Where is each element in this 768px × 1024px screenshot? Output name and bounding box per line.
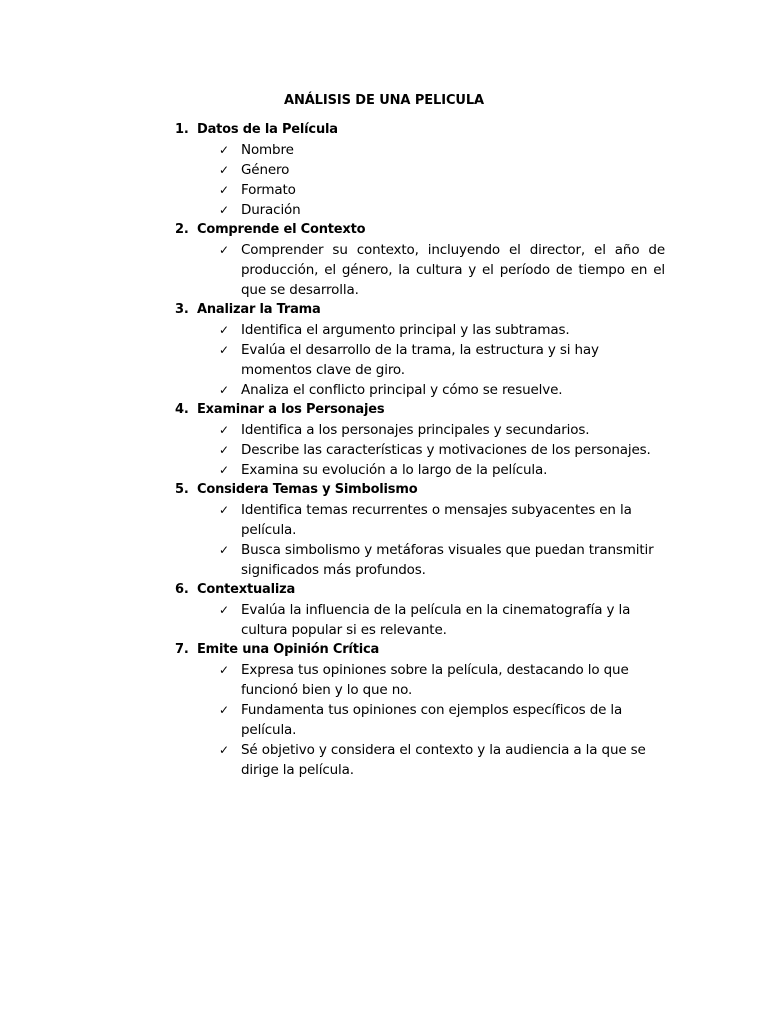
list-item-text: Identifica temas recurrentes o mensajes subyacentes en la película. bbox=[241, 502, 632, 538]
list-item-text: Nombre bbox=[241, 142, 294, 158]
checkmark-icon: ✓ bbox=[219, 163, 229, 177]
section-contexto bbox=[175, 220, 665, 300]
section-heading bbox=[175, 640, 665, 660]
list-item bbox=[175, 700, 665, 740]
list-item bbox=[175, 200, 665, 220]
checkmark-icon: ✓ bbox=[219, 703, 229, 717]
list-item bbox=[175, 420, 665, 440]
list-item bbox=[175, 540, 665, 580]
list-item-text: Formato bbox=[241, 182, 296, 198]
list-item-text: Duración bbox=[241, 202, 301, 218]
section-number: 5. bbox=[175, 482, 189, 497]
section-heading bbox=[175, 220, 665, 240]
list-item bbox=[175, 140, 665, 160]
section-title: Comprende el Contexto bbox=[197, 222, 366, 237]
checkmark-icon: ✓ bbox=[219, 203, 229, 217]
list-item-text: Identifica a los personajes principales y secundarios. bbox=[241, 422, 590, 438]
checkmark-icon: ✓ bbox=[219, 423, 229, 437]
checkmark-icon: ✓ bbox=[219, 343, 229, 357]
list-item-text: Sé objetivo y considera el contexto y la audiencia a la que se dirige la película. bbox=[241, 742, 646, 778]
list-item bbox=[175, 180, 665, 200]
checkmark-icon: ✓ bbox=[219, 503, 229, 517]
section-title: Examinar a los Personajes bbox=[197, 402, 385, 417]
document-body bbox=[175, 120, 665, 780]
section-trama bbox=[175, 300, 665, 400]
checkmark-icon: ✓ bbox=[219, 143, 229, 157]
section-contextualiza bbox=[175, 580, 665, 640]
section-heading bbox=[175, 580, 665, 600]
checkmark-icon: ✓ bbox=[219, 743, 229, 757]
section-number: 2. bbox=[175, 222, 189, 237]
list-item bbox=[175, 740, 665, 780]
section-number: 1. bbox=[175, 122, 189, 137]
list-item bbox=[175, 240, 665, 300]
section-title: Datos de la Película bbox=[197, 122, 338, 137]
list-item bbox=[175, 660, 665, 700]
section-title: Emite una Opinión Crítica bbox=[197, 642, 380, 657]
section-number: 3. bbox=[175, 302, 189, 317]
section-heading bbox=[175, 480, 665, 500]
list-item-text: Identifica el argumento principal y las subtramas. bbox=[241, 322, 570, 338]
list-item bbox=[175, 340, 665, 380]
section-heading bbox=[175, 400, 665, 420]
section-number: 6. bbox=[175, 582, 189, 597]
list-item bbox=[175, 160, 665, 180]
list-item bbox=[175, 380, 665, 400]
checkmark-icon: ✓ bbox=[219, 183, 229, 197]
list-item-text: Comprender su contexto, incluyendo el director, el año de producción, el género, la cultura y el período de tiempo en el que se desarrolla. bbox=[241, 242, 665, 298]
list-item-text: Busca simbolismo y metáforas visuales que puedan transmitir significados más profundos. bbox=[241, 542, 654, 578]
section-number: 4. bbox=[175, 402, 189, 417]
list-item-text: Describe las características y motivaciones de los personajes. bbox=[241, 442, 651, 458]
checkmark-icon: ✓ bbox=[219, 243, 229, 257]
list-item-text: Fundamenta tus opiniones con ejemplos específicos de la película. bbox=[241, 702, 623, 738]
section-number: 7. bbox=[175, 642, 189, 657]
section-title: Considera Temas y Simbolismo bbox=[197, 482, 418, 497]
section-title: Analizar la Trama bbox=[197, 302, 321, 317]
checkmark-icon: ✓ bbox=[219, 463, 229, 477]
section-opinion bbox=[175, 640, 665, 780]
section-heading bbox=[175, 300, 665, 320]
list-item-text: Género bbox=[241, 162, 290, 178]
list-item-text: Analiza el conflicto principal y cómo se resuelve. bbox=[241, 382, 563, 398]
list-item bbox=[175, 500, 665, 540]
list-item-text: Expresa tus opiniones sobre la película, destacando lo que funcionó bien y lo que no. bbox=[241, 662, 629, 698]
list-item bbox=[175, 440, 665, 460]
list-item-text: Evalúa la influencia de la película en la cinematografía y la cultura popular si es relevante. bbox=[241, 602, 631, 638]
checkmark-icon: ✓ bbox=[219, 543, 229, 557]
section-temas bbox=[175, 480, 665, 580]
section-datos bbox=[175, 120, 665, 220]
list-item bbox=[175, 460, 665, 480]
section-title: Contextualiza bbox=[197, 582, 296, 597]
list-item-text: Evalúa el desarrollo de la trama, la estructura y si hay momentos clave de giro. bbox=[241, 342, 599, 378]
checkmark-icon: ✓ bbox=[219, 383, 229, 397]
list-item bbox=[175, 600, 665, 640]
list-item bbox=[175, 320, 665, 340]
checkmark-icon: ✓ bbox=[219, 603, 229, 617]
section-heading bbox=[175, 120, 665, 140]
list-item-text: Examina su evolución a lo largo de la película. bbox=[241, 462, 548, 478]
checkmark-icon: ✓ bbox=[219, 323, 229, 337]
checkmark-icon: ✓ bbox=[219, 663, 229, 677]
document-title: ANÁLISIS DE UNA PELICULA bbox=[283, 93, 484, 108]
section-personajes bbox=[175, 400, 665, 480]
checkmark-icon: ✓ bbox=[219, 443, 229, 457]
